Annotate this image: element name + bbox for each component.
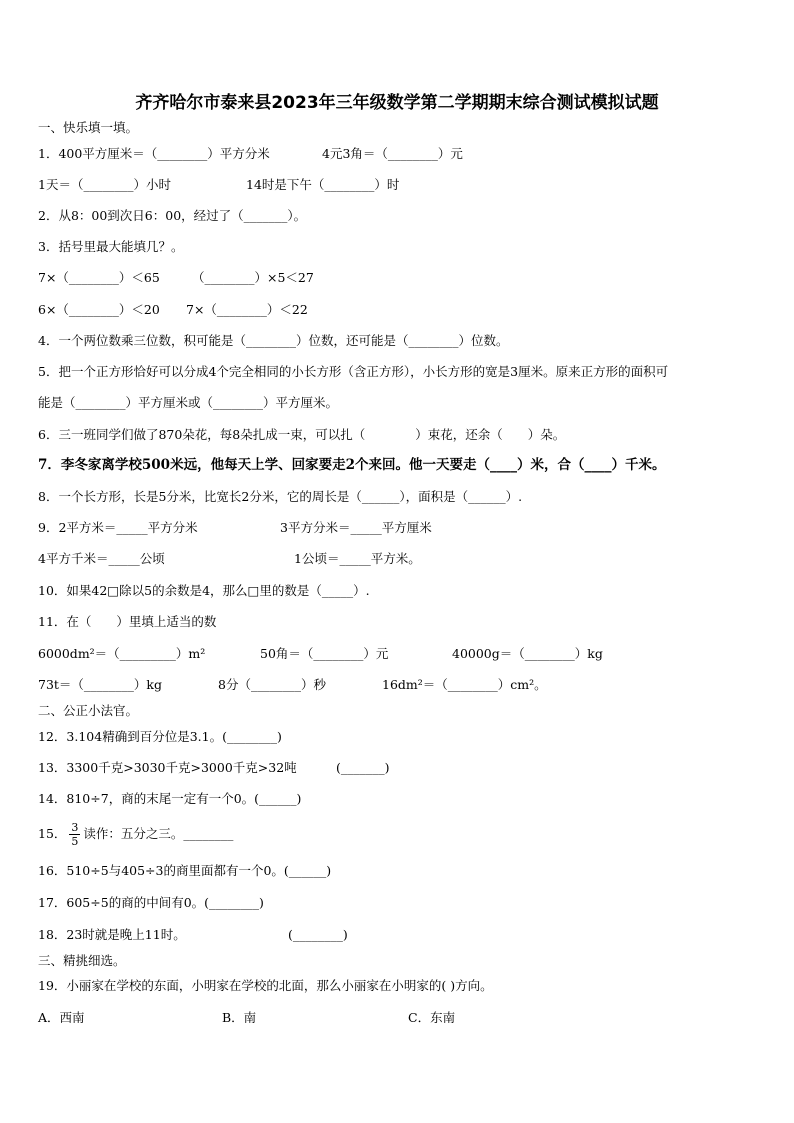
question-16: 16．510÷5与405÷3的商里面都有一个0。(______) (38, 863, 332, 878)
question-9a: 9．2平方米＝_____平方分米 (38, 520, 198, 535)
question-7: 7．李冬家离学校500米远，他每天上学、回家要走2个来回。他一天要走（____）米，合（____）千米。 (38, 457, 666, 473)
question-18-answer: (________) (288, 927, 348, 942)
section-heading-1: 一、快乐填一填。 (38, 120, 139, 135)
question-8: 8．一个长方形，长是5分米，比宽长2分米，它的周长是（______），面积是（______）. (38, 489, 523, 504)
question-12: 12．3.104精确到百分位是3.1。(________) (38, 729, 282, 744)
question-11a: 6000dm²＝（_________）m² (38, 646, 206, 661)
question-11f: 16dm²＝（________）cm²。 (382, 677, 547, 692)
question-5-line1: 5．把一个正方形恰好可以分成4个完全相同的小长方形（含正方形），小长方形的宽是3厘米。原来正方形的面积可 (38, 364, 669, 379)
fraction (69, 821, 80, 848)
question-14: 14．810÷7，商的末尾一定有一个0。(______) (38, 791, 302, 806)
question-15-text: 读作：五分之三。________ (83, 826, 234, 841)
page-title: 齐齐哈尔市泰来县2023年三年级数学第二学期期末综合测试模拟试题 (135, 93, 659, 113)
question-9d: 1公顷＝_____平方米。 (294, 551, 421, 566)
option-c: C．东南 (408, 1010, 456, 1025)
question-9b: 3平方分米＝_____平方厘米 (280, 520, 432, 535)
question-17: 17．605÷5的商的中间有0。(________) (38, 895, 264, 910)
question-10: 10．如果42□除以5的余数是4，那么□里的数是（_____）. (38, 583, 370, 598)
question-11c: 40000g＝（________）kg (452, 646, 603, 661)
question-11: 11．在（ ）里填上适当的数 (38, 614, 217, 629)
question-3d: 7×（________）＜22 (186, 302, 308, 317)
question-11d: 73t＝（________）kg (38, 677, 163, 692)
question-18: 18．23时就是晚上11时。 (38, 927, 186, 942)
question-5-line2: 能是（________）平方厘米或（________）平方厘米。 (38, 395, 339, 410)
section-heading-3: 三、精挑细选。 (38, 953, 126, 968)
option-a: A．西南 (38, 1010, 85, 1025)
question-6: 6．三一班同学们做了870朵花，每8朵扎成一束，可以扎（ ）束花，还余（ ）朵。 (38, 427, 566, 442)
question-15 (38, 820, 233, 848)
question-3c: 6×（________）＜20 (38, 302, 160, 317)
question-1a: 1．400平方厘米＝（________）平方分米 (38, 146, 270, 161)
question-15-number: 15． (38, 826, 67, 841)
question-3: 3．括号里最大能填几？。 (38, 239, 184, 254)
question-4: 4．一个两位数乘三位数，积可能是（________）位数，还可能是（________）位数。 (38, 333, 509, 348)
question-1c: 1天＝（________）小时 (38, 177, 171, 192)
question-13: 13．3300千克>3030千克>3000千克>32吨 (38, 760, 297, 775)
fraction-denominator: 5 (71, 835, 79, 848)
option-b: B．南 (222, 1010, 257, 1025)
section-heading-2: 二、公正小法官。 (38, 703, 139, 718)
question-11b: 50角＝（________）元 (260, 646, 389, 661)
question-9c: 4平方千米＝_____公顷 (38, 551, 165, 566)
question-11e: 8分（________）秒 (218, 677, 326, 692)
question-19: 19．小丽家在学校的东面，小明家在学校的北面，那么小丽家在小明家的( )方向。 (38, 978, 493, 993)
question-13-answer: (_______) (336, 760, 390, 775)
question-1b: 4元3角＝（________）元 (322, 146, 463, 161)
question-3b: （________）×5＜27 (192, 270, 314, 285)
question-3a: 7×（________）＜65 (38, 270, 160, 285)
fraction-numerator: 3 (71, 821, 79, 834)
question-1d: 14时是下午（________）时 (246, 177, 400, 192)
question-2: 2．从8：00到次日6：00，经过了（_______）。 (38, 208, 307, 223)
